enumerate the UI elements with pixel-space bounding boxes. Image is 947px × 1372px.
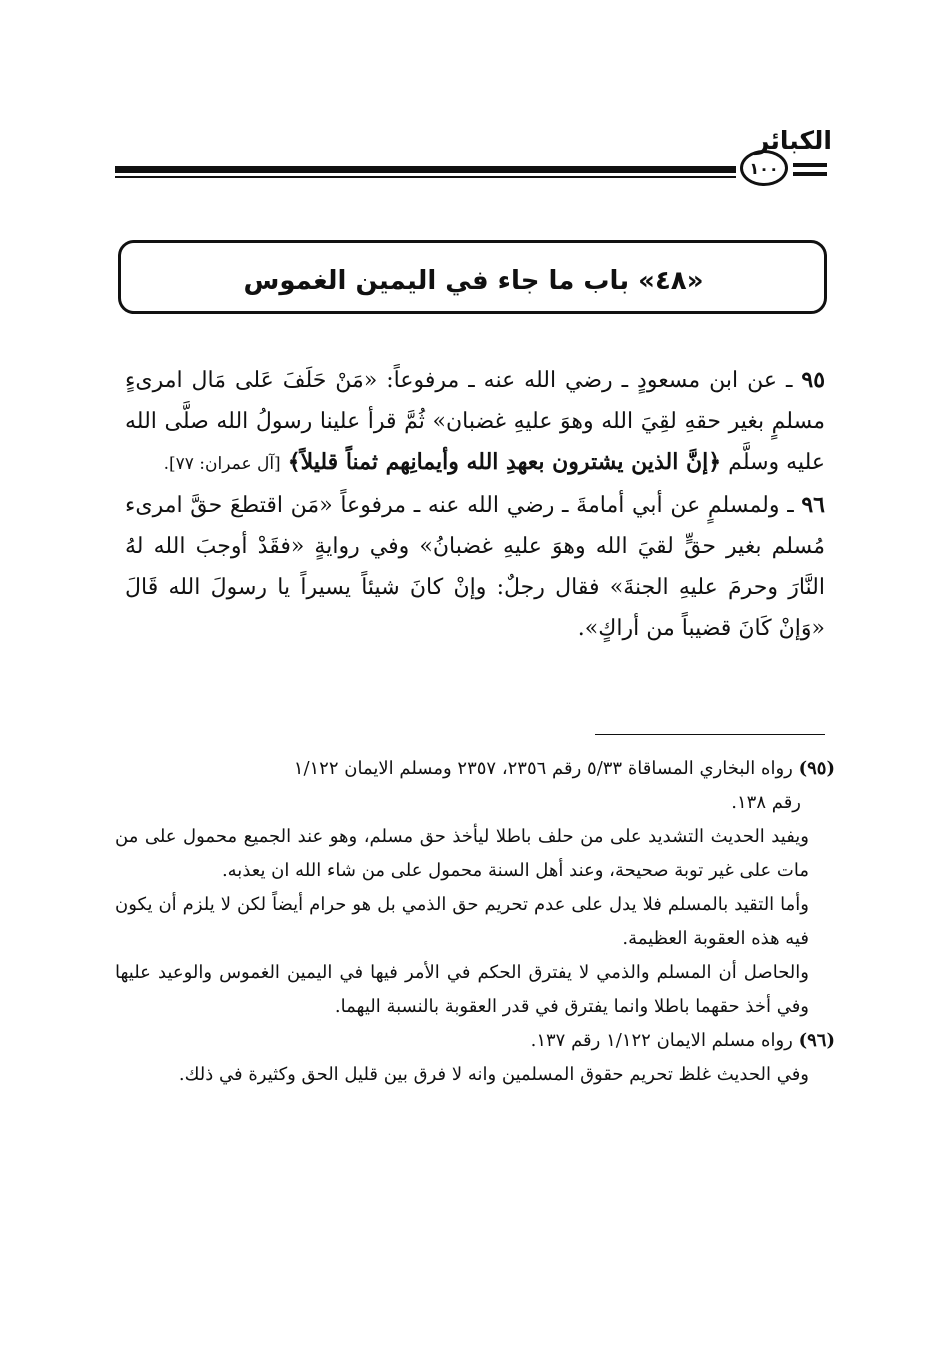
footnote-95-para-2: وأما التقيد بالمسلم فلا يدل على عدم تحريم حق الذمي بل هو حرام أيضاً لكن لا يلزم أن يكون فيه هذه العقوبة العظيمة. bbox=[115, 894, 809, 949]
header-rule-thick bbox=[115, 166, 736, 173]
footnote-96-label: (٩٦) bbox=[798, 1030, 835, 1051]
hadith-96 bbox=[125, 485, 825, 649]
header-dash-bottom bbox=[793, 172, 827, 176]
footnote-separator bbox=[595, 734, 825, 735]
footnote-96-source: رواه مسلم الايمان ١/١٢٢ رقم ١٣٧. bbox=[530, 1030, 793, 1051]
footnote-95-para-1: ويفيد الحديث التشديد على من حلف باطلا ليأخذ حق مسلم، وهو عند الجميع محمول على من مات على غير توبة صحيحة، وعند أهل السنة محمول على من شاء الله ان يعذبه. bbox=[115, 826, 809, 881]
hadith-96-text: ـ ولمسلمٍ عن أبي أمامةَ ـ رضي الله عنه ـ مرفوعاً «مَن اقتطعَ حقَّ امرىء مُسلم بغير حقٍّ لقيَ الله وهوَ عليهِ غضبانُ» وفي روايةٍ «فقَدْ أوجبَ الله لهُ النَّارَ وحرمَ عليهِ الجنةَ» فقال رجلٌ: وإنْ كانَ شيئاً يسيراً يا رسولَ الله قَالَ «وَإنْ كَانَ قضيباً من أراكٍ». bbox=[125, 493, 825, 641]
main-text bbox=[125, 360, 825, 649]
footnote-95-source-cont: رقم ١٣٨. bbox=[731, 792, 801, 813]
page-number: ١٠٠ bbox=[740, 150, 788, 186]
hadith-95 bbox=[125, 360, 825, 485]
footnote-95-label: (٩٥) bbox=[798, 758, 835, 779]
footnotes bbox=[115, 752, 835, 1092]
footnote-95-ref bbox=[115, 752, 835, 786]
header-dash-top bbox=[793, 163, 827, 167]
running-title: الكبائر bbox=[754, 126, 832, 155]
chapter-title: «٤٨» باب ما جاء في اليمين الغموس bbox=[243, 266, 704, 296]
header-rule-thin bbox=[115, 176, 736, 178]
footnote-95-para-3: والحاصل أن المسلم والذمي لا يفترق الحكم في الأمر فيها في اليمين الغموس والوعيد عليها وفي أخذ حقهما باطلا وانما يفترق في قدر العقوبة بالنسبة اليهما. bbox=[115, 962, 809, 1017]
hadith-95-number: ٩٥ bbox=[801, 367, 826, 393]
footnote-96-para-1: وفي الحديث غلظ تحريم حقوق المسلمين وانه لا فرق بين قليل الحق وكثيرة في ذلك. bbox=[178, 1064, 809, 1085]
hadith-95-text: ـ عن ابن مسعودٍ ـ رضي الله عنه ـ مرفوعاً: «مَنْ حَلَفَ عَلى مَال امرىءٍ مسلمٍ بغير حقهِ لقِيَ الله وهوَ عليهِ غضبان» ثُمَّ قرأ علينا رسولُ الله صلَّى الله عليه وسلَّم bbox=[125, 368, 825, 475]
footnote-95-source: رواه البخاري المساقاة ٥/٣٣ رقم ٢٣٥٦، ٢٣٥٧ ومسلم الايمان ١/١٢٢ bbox=[293, 758, 793, 779]
verse-citation: [آل عمران: ٧٧]. bbox=[163, 454, 281, 474]
footnote-96-ref bbox=[115, 1024, 835, 1058]
hadith-96-number: ٩٦ bbox=[801, 492, 825, 518]
quran-verse: ﴿إنَّ الذين يشترون بعهدِ الله وأيمانِهم ثمناً قليلاً﴾ bbox=[287, 449, 722, 475]
